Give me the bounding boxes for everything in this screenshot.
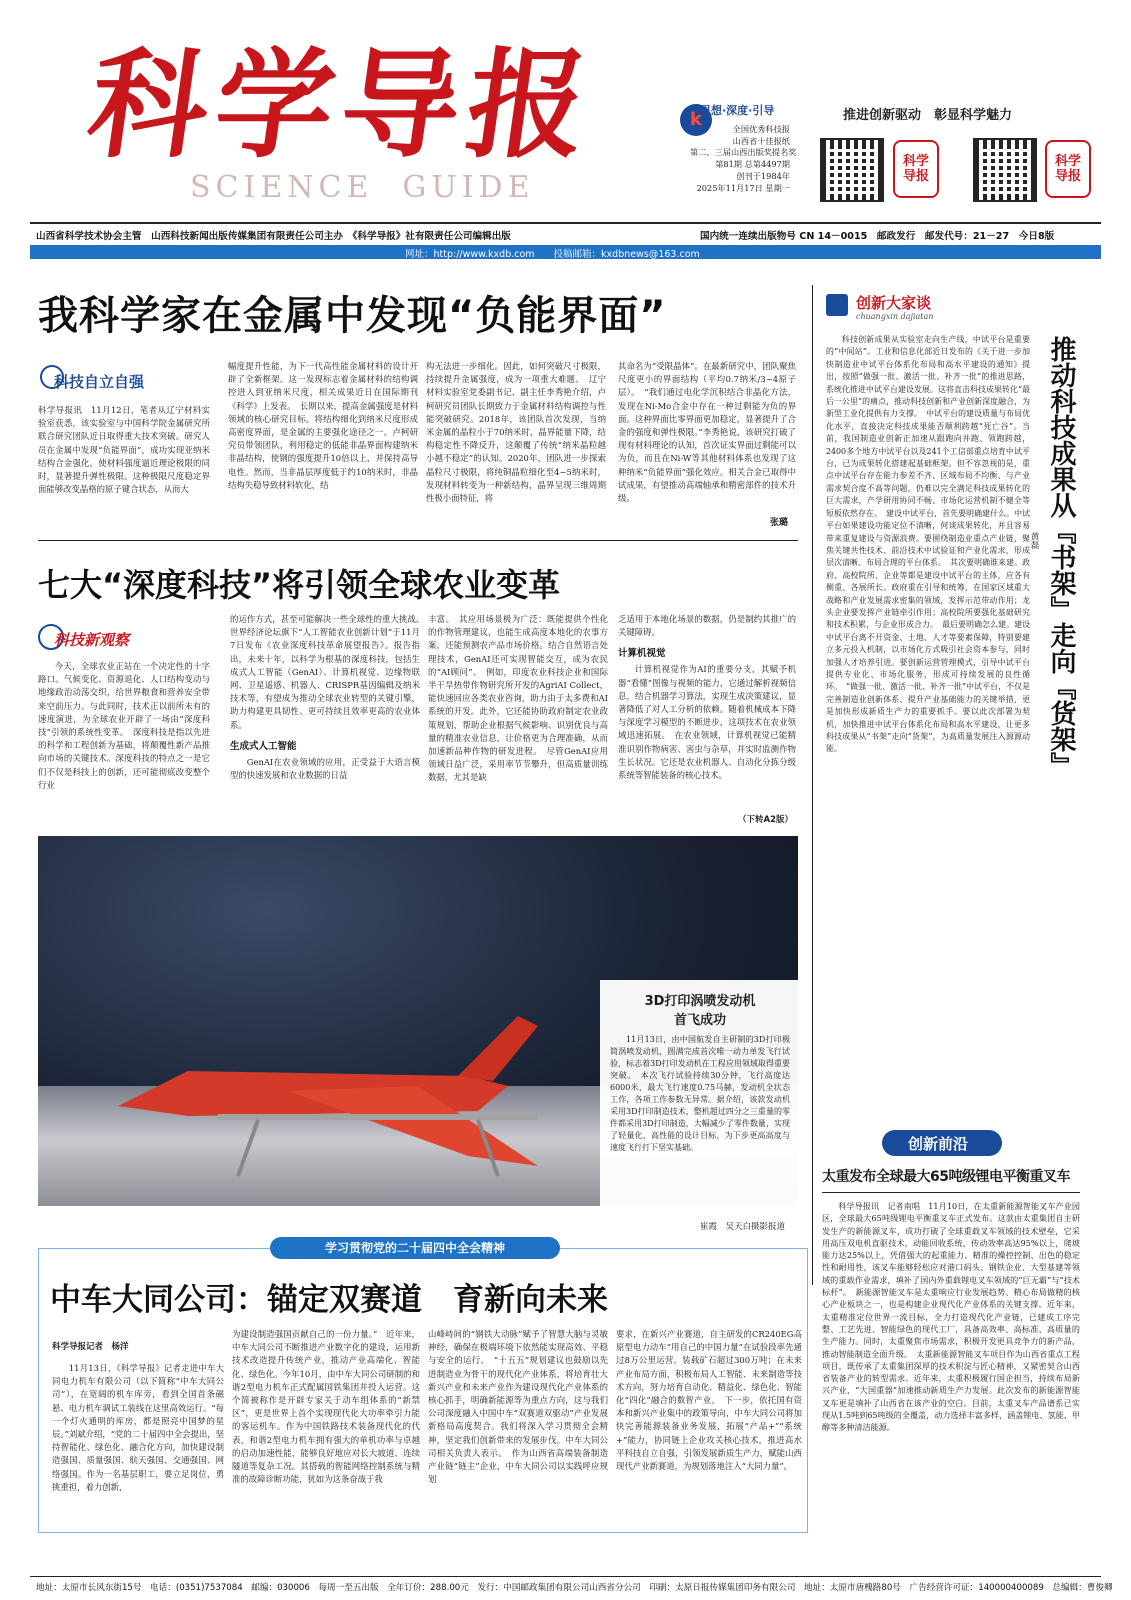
- lead-col-3: [426, 360, 606, 505]
- divider: [38, 540, 798, 541]
- agri-text-1: 今天，全球农业正站在一个决定性的十字路口。气候变化、资源退化、人口结构变动与地缘政治动荡交织，给世界粮食和营养安全带来空前压力。与此同时，技术正以前所未有的速度演进，为全球农业开辟了一场由“深度科技”引领的系统性变革。 深度科技是指以先进的科学和工程创新为基础，将颠覆性新产品推向市场的关键技术。深度科技的特点之一是它们不仅是科技上的创新，还可能彻底改变整个行业: [38, 661, 210, 790]
- sidebar-headline: 推动科技成果从『书架』走向『货架』: [1046, 336, 1076, 778]
- sidebar-text: 科技创新成果从实验室走向生产线，中试平台是重要的“中间站”。工业和信息化部近日发布的《关于进一步加快制造业中试平台体系化布局和高水平建设的通知》提出，按照“做强一批、激活一批、补齐一批”的推进思路，系统化推进中试平台建设发展。这将直击科技成果转化“最后一公里”的痛点，推动科技创新和产业创新深度融合，为新型工业化提供有力支撑。 中试平台的建设质量与布局优化水平，直接决定科技成果能否顺利跨越“死亡谷”。当前，我国制造业创新正加速从跟跑向并跑、领跑跨越，2400多个地方中试平台以及241个工信部重点培育中试平台，已为成果转化搭建起基础框架。但不容忽视的是，重点中试平台存在能力参差不齐、区域布局不均衡、与产业需求契合度不高等问题，仍难以完全满足科技成果转化的巨大需求，产学研用协同不畅、市场化运营机制不健全等短板依然存在。 建设中试平台，首先要明确建什么。中试平台如果建设功能定位不清晰，何谈成果转化，并且容易带来重复建设与资源浪费。要围绕制造业重点产业链，聚焦关键共性技术、前沿技术中试验证和产业化需求，形成层次清晰、布局合理的平台体系。 其次要明确谁来建。政府、高校院所、企业等都是建设中试平台的主体，应各有侧重、各展所长。政府重在引导和统筹，在国家区域重大战略和产业发展需求密集的领域，发挥示范带动作用；龙头企业要发挥产业链牵引作用；高校院所要强化基础研究和技术积累，与企业形成合力。 最后要明确怎么建。建设中试平台离不开资金、土地、人才等要素保障，特别要建立多元投入机制，以市场化方式吸引社会资本参与，同时加强人才培养引进。要创新运营管理模式，引导中试平台提供专业化、市场化服务，形成可持续发展的良性循环。 “做强一批、激活一批、补齐一批”中试平台，不仅是完善制造业创新体系、提升产业基础能力的关键举措，更是加快形成新质生产力的重要抓手。要以此次部署为契机，加快推进中试平台体系化布局和高水平建设，让更多科技成果从“书架”走向“货架”，为高质量发展注入源源动能。: [826, 335, 1030, 754]
- frontier-tag: [882, 1130, 1002, 1156]
- agri-col-3: [428, 613, 608, 825]
- feature-text-2: 为建设制造强国贡献自己的一份力量。” 近年来，中车大同公司不断推进产业数字化的建设，运用新技术改造提升传统产业，推动产业高端化、智能化、绿色化。今年10月，由中车大同公司研制的和谐2型电力机车正式配属国铁集团并投入运营。这个简被称作是开辟专家关于动车组体系的“新禁区”，更是世界上首个实现现代化大功率牵引力能的客运机车。作为中国铁路技术装备现代化的代表，和谐2型电力机车拥有强大的单机功率与卓越的启动加速性能，能够良好地应对长大坡道、连续隧道等复杂工况。其搭载的智能网络控制系统与精准的故障诊断功能，犹如为这条奋战于我: [232, 1329, 420, 1485]
- lead-col-2: [228, 360, 418, 492]
- lead-col-1: [38, 404, 210, 496]
- launcher-rail: [218, 1114, 538, 1120]
- frontier-column: 创新前沿: [908, 1135, 969, 1153]
- feature-text-4: 要求，在新兴产业赛道，自主研发的CR240EG高原型电力动车“用自己的中国力量”在试验段率先通过8万公里运营。装载矿石超过300万吨；在未来产业布局方面，积极布局人工智能、未来制造等技术方向，努力培育自动化、精益化、绿色化、智能化“四化”融合的数智产业。 下一步，依托国有资本和新兴产业集中的政策导向，中车大同公司将加快完善能源装备业务发展，拓展“产品+”“系统+”能力，协同链上企业攻关核心技术，推进高水平科技自立自强，引领发展新质生产力，赋能山西现代产业新赛道，为规划落地注入“大同力量”。: [616, 1329, 802, 1472]
- divider: [30, 1576, 1101, 1577]
- honor-3: 第二、三届山西出版奖提名奖: [690, 147, 797, 158]
- agri-subhead-2: 计算机视觉: [618, 648, 666, 660]
- feature-col-3: [428, 1328, 608, 1528]
- agri-text-4b: 计算机视觉作为AI的重要分支，其赋予机器“看懂”图像与视频的能力，它通过解析视频信息，结合机器学习算法，实现生成决策建议，显著降低了对人工分析的依赖。随着机械成本下降与深度学习模型的不断进步，这项技术在农业领域迅速拓展。 在农业领域，计算机视觉已能精准识别作物病害、害虫与杂草，并实时监测作物生长状况。它还是农业机器人、自动化分拣分级系统等智能装备的核心技术。: [618, 664, 796, 781]
- photo-caption-box: [600, 980, 800, 1208]
- lead-author: 张璐: [770, 518, 789, 528]
- agri-col-1: [38, 660, 210, 824]
- website-text[interactable]: 网址：http://www.kxdb.com 投稿邮箱：kxdbnews@163.com: [405, 249, 700, 260]
- lead-col-4: [618, 360, 796, 505]
- agri-text-2b: GenAI在农业领域的应用，正受益于大语言模型的快速发展和农业数据的日益: [230, 756, 420, 781]
- aircraft-tail: [458, 1016, 538, 1081]
- photo-credit: 崔霞 吴天白摄影报道: [700, 1222, 786, 1232]
- issue-date: 2025年11月17日 星期一: [696, 182, 790, 193]
- lead-text-2: 幅度提升性能，为下一代高性能金属材料的设计开辟了全新框架。这一发现标志着金属材料的结构调控进入到亚纳米尺度，相关成果近日在国际期刊《科学》上发表。 长期以来，提高金属强度是材料领域的核心研究目标。将结构细化到纳米尺度形成高密度界面，是金属的主要强化途径之一。卢柯研究员带领团队，利用稳定的低能非晶界面构建纳米非晶结构，使钢的强度提升10倍以上，并保持高导电性。然而，当非晶层厚度低于约10纳米时，非晶结构失稳导致材料软化，结: [228, 361, 418, 490]
- agri-column-tag: [38, 624, 218, 654]
- agri-column: 科技新观察: [54, 631, 130, 649]
- sidebar-text-col: [826, 334, 1030, 1144]
- feature-col-1: [52, 1362, 224, 1528]
- qr-code-icon: [973, 138, 1037, 202]
- feature-text-1: 11月13日，《科学导报》记者走进中车大同电力机车有限公司（以下简称“中车大同公司”），在宽阔的机车库旁，看到全国首条磁悬、电力机车调试工装线在这里高效运行。“每一个灯火通明的库房，都是照亮中国梦的星辰。”刘斌介绍，“党的二十届四中全会提出，坚持智能化、绿色化、融合化方向，加快建设制造强国、质量强国、航天强国、交通强国、网络强国。作为一名基层职工，要立足岗位，勇挑重担，着力创新，: [52, 1363, 224, 1492]
- lead-text-4: 其命名为“受限晶体”。在最新研究中，团队聚焦尺度更小的界面结构（平均0.7纳米/3~4原子层）。 “我们通过电化学沉积结合非晶化方法，发现在Ni-Mo合金中存在一种过剩能为负的界面。这种界面比零界面更加稳定，显著提升了合金的强度和弹性极限。”李秀艳说，该研究打破了现有材料理论的认知，首次证实界面过剩能可以为负，而且在Ni-W等其他材料体系也发现了这种纳米“负能界面”强化效应。相关合金已取得中试成果，有望推动高端轴承和精密部件的技术升级。: [618, 361, 796, 504]
- sidebar-column-py: chuangxin dajiatan: [856, 312, 934, 321]
- website-bar: [30, 245, 1101, 259]
- sidebar-column-tag: [826, 290, 976, 326]
- lead-text-1: 科学导报讯 11月12日，笔者从辽宁材料实验室获悉，该实验室与中国科学院金属研究所联合研究团队近日取得重大技术突破。研究人员在金属中发现“负能界面”，成功实现亚纳米结构合金强化，使材料强度逼近理论极限的同时，显著提升弹性极限。这种极限尺度稳定界面能够改变晶格的原子键合状态，从而大: [38, 405, 210, 495]
- feature-banner: [270, 1237, 560, 1259]
- frontier-text: 科学导报讯 记者南唱 11月10日，在太重新能源智能叉车产业园区，全球最大65吨级锂电平衡重叉车正式发布。这款由太重集团自主研发生产的新能源叉车，成功打破了全球重载叉车领域的技术壁垒，它采用高压双电机直驱技术，动能回收系统，传动效率高达95%以上，爬坡能力达25%以上，凭借强大的起重能力、精准的操控控制、出色的稳定性和耐用性，该叉车能够轻松应对港口码头、钢铁企业、大型基建等领域的重载作业需求，填补了国内外重载锂电叉车领域的“巨无霸”与“技术标杆”。 新能源智能叉车是太重响应行业发展趋势、精心布局做精的核心产业板块之一，也是构建企业现代化产业体系的关键支撑。近年来，太重精准定位世界一流目标，全力打造现代化产业链，已建成工序完整、工艺先进、智能绿色的现代工厂，具备高效率、高标准、高质量的生产能力。同时，太重聚焦市场需求，积极开发更具竞争力的新产品，推动智能制造全面升级。 太重新能源智能叉车项目作为山西省重点工程项目，既传承了太重集团深厚的技术积淀与匠心精神，又紧密契合山西省装备产业的转型需求。近年来，太重积极履行国企担当，持续布局新兴产业，“大国重器”加速推动新质生产力发展。此次发布的新能源智能叉车更是填补了山西省在该产业的空白。目前，太重叉车产品谱系已实现从1.5吨到65吨级的全覆盖，动力选择丰富多样，涵盖锂电、氢能、甲醇等多种清洁能源。: [822, 1201, 1080, 1433]
- sponsors: 山西省科学技术协会主管 山西科技新闻出版传媒集团有限责任公司主办 《科学导报》社有限责任公司编辑出版: [36, 231, 511, 242]
- honor-2: 山西省十佳报纸: [732, 135, 790, 146]
- feature-reporter: 科学导报记者 杨洋: [52, 1342, 129, 1352]
- masthead: [0, 0, 1131, 225]
- frontier-headline: 太重发布全球最大65吨级锂电平衡重叉车: [822, 1169, 1070, 1185]
- feature-headline: 中车大同公司：锚定双赛道 育新向未来: [50, 1282, 608, 1318]
- agri-col-4: [618, 613, 796, 813]
- issue-number: 第81期 总第4497期: [715, 159, 790, 170]
- frontier-text-col: [822, 1200, 1080, 1525]
- divider: [812, 285, 813, 1285]
- divider: [822, 1192, 1080, 1193]
- agri-text-2: 的运作方式，甚至可能解决一些全球性的重大挑战。 世界经济论坛旗下“人工智能农业创新计划”于11月7日发布《农业深度科技革命展望报告》。报告指出，未来十年，以科学为根基的深度科技，包括生成式人工智能（GenAI）、计算机视觉、边缘物联网、卫星遥感、机器人、CRISPR基因编辑及纳米技术等，有望成为推动全球农业转型的关键引擎，助力构建更具韧性、更可持续且效率更高的农业体系。: [230, 614, 429, 730]
- app-logo-icon: 科学 导报: [1045, 140, 1091, 198]
- feature-col-4: [616, 1328, 802, 1528]
- aircraft-wing: [288, 1086, 538, 1166]
- kicker-k-icon: [826, 294, 848, 316]
- masthead-info: [690, 124, 797, 194]
- feature-col-2: [232, 1328, 420, 1528]
- logo-badge-icon: k: [680, 104, 712, 136]
- masthead-motto: 思想·深度·引导: [700, 104, 775, 117]
- footer-text: 地址：太原市长风东街15号 电话：(0351)7537084 邮编：030006 每周一至五出版 全年订价：288.00元 发行：中国邮政集团有限公司山西省分公司 印刷：太原日报传媒集团印务有限公司 地址：太原市唐槐路80号 广告经营许可证：140000400089 总编辑：曹俊卿: [36, 1583, 1113, 1593]
- agri-text-3: 丰富。 其应用场景极为广泛：既能提供个性化的作物管理建议，也能生成高度本地化的农事方案，还能预测农产品市场价格。结合自然语言处理技术，GenAI还可实现智能交互，成为农民的“AI顾问”。 例如，印度农业科技企业和国际半干旱热带作物研究所开发的AgriAI Collect，能快速回应各类农业咨询，助力由于太多费和AI系统的开发。此外，它还能协助政府制定农业政策规划，帮助企业根据气候影响、识别优良与高量的精准农业信息，让价格更为合理准确，从而加速新品种作物的研发进程。 尽管GenAI应用领域日益广泛，采用率节节攀升，但高质量训练数据，尤其是缺: [428, 614, 608, 783]
- qr-code-icon: [820, 138, 884, 202]
- agri-continued: （下转A2版）: [738, 815, 793, 825]
- lead-text-3: 构无法进一步细化。因此，如何突破尺寸极限，持续提升金属强度，成为一项重大难题。 辽宁材料实验室党委副书记、副主任李秀艳介绍，卢柯研究员团队长期致力于金属材料结构调控与性能突破研究。2018年，该团队首次发现，当纳米金属的晶粒小于70纳米时，晶界能量下降，结构稳定性不降反升，这颠覆了传统“纳米晶粒越小越不稳定”的认知。2020年，团队进一步探索晶粒尺寸极限，将纯铜晶粒细化至4~5纳米时，发现材料转变为一种新结构，晶界呈现三维周期性极小面特征，将: [426, 361, 606, 504]
- divider: [30, 222, 1101, 224]
- honor-1: 全国优秀科技报: [732, 124, 790, 134]
- photo-title-2: 首飞成功: [673, 1013, 726, 1028]
- app-logo-icon: 科学 导报: [893, 140, 939, 198]
- agri-subhead-1: 生成式人工智能: [230, 740, 297, 752]
- agri-text-4: 乏适用于本地化场景的数据，仍是制约其推广的关键障碍。: [618, 614, 796, 638]
- feature-banner-text: 学习贯彻党的二十届四中全会精神: [324, 1241, 505, 1255]
- photo-title-1: 3D打印涡喷发动机: [644, 994, 756, 1009]
- agri-col-2: [230, 613, 429, 825]
- sidebar-author: 黄磊: [1029, 532, 1039, 549]
- founded-year: 创刊于1984年: [736, 170, 790, 181]
- masthead-slogan: 推进创新驱动 彰显科学魅力: [843, 108, 1013, 123]
- feature-text-3: 山峰峙间的“钢铁大动脉”赋予了智慧大脑与灵敏神经，确保在极端环境下依然能实现高效、平稳与安全的运行。 “十五五”规划建议也鼓励以先进制造业为骨干的现代化产业体系，将培育壮大新兴产业和未来产业作为建设现代化产业体系的核心抓手，明确新能源等为重点方向，这与我们公司深度融入中国中车“双赛道双驱动”产业发展新格局高度契合。我们将深入学习贯彻全会精神，坚定我们创新带来的发展步伐。中车大同公司相关负责人表示。 作为山西省高端装备制造产业链“链主”企业，中车大同公司以实践呼应规划: [428, 1329, 608, 1485]
- sidebar-column-cn: 创新大家谈: [856, 294, 932, 312]
- photo-text: 11月13日，由中国航发自主研制的3D打印极简涡喷发动机，圆满完成首次唯一动力单发飞行试验，标志着3D打印发动机在工程应用领域取得重要突破。 本次飞行试验持续30分钟，飞行高度达6000米，最大飞行速度0.75马赫，发动机全状态工作，各项工作参数无异常。据介绍，该款发动机采用3D打印制造技术，整机超过四分之三重量的零件都采用3D打印制造，大幅减少了零件数量，实现了轻量化、高性能的设计目标，为下步更高高度与速度飞行打下坚实基础。: [610, 1035, 790, 1152]
- lead-column: 科技自立自强: [54, 373, 145, 391]
- lead-column-tag: [40, 365, 190, 397]
- publication-number: 国内统一连续出版物号 CN 14－0015 邮政发行 邮发代号：21－27 今日8版: [700, 231, 1055, 242]
- masthead-title-en: SCIENCE GUIDE: [190, 170, 535, 205]
- lead-headline: 我科学家在金属中发现“负能界面”: [38, 293, 667, 339]
- masthead-title: 科学导报: [80, 35, 604, 174]
- agri-headline: 七大“深度科技”将引领全球农业变革: [38, 566, 561, 604]
